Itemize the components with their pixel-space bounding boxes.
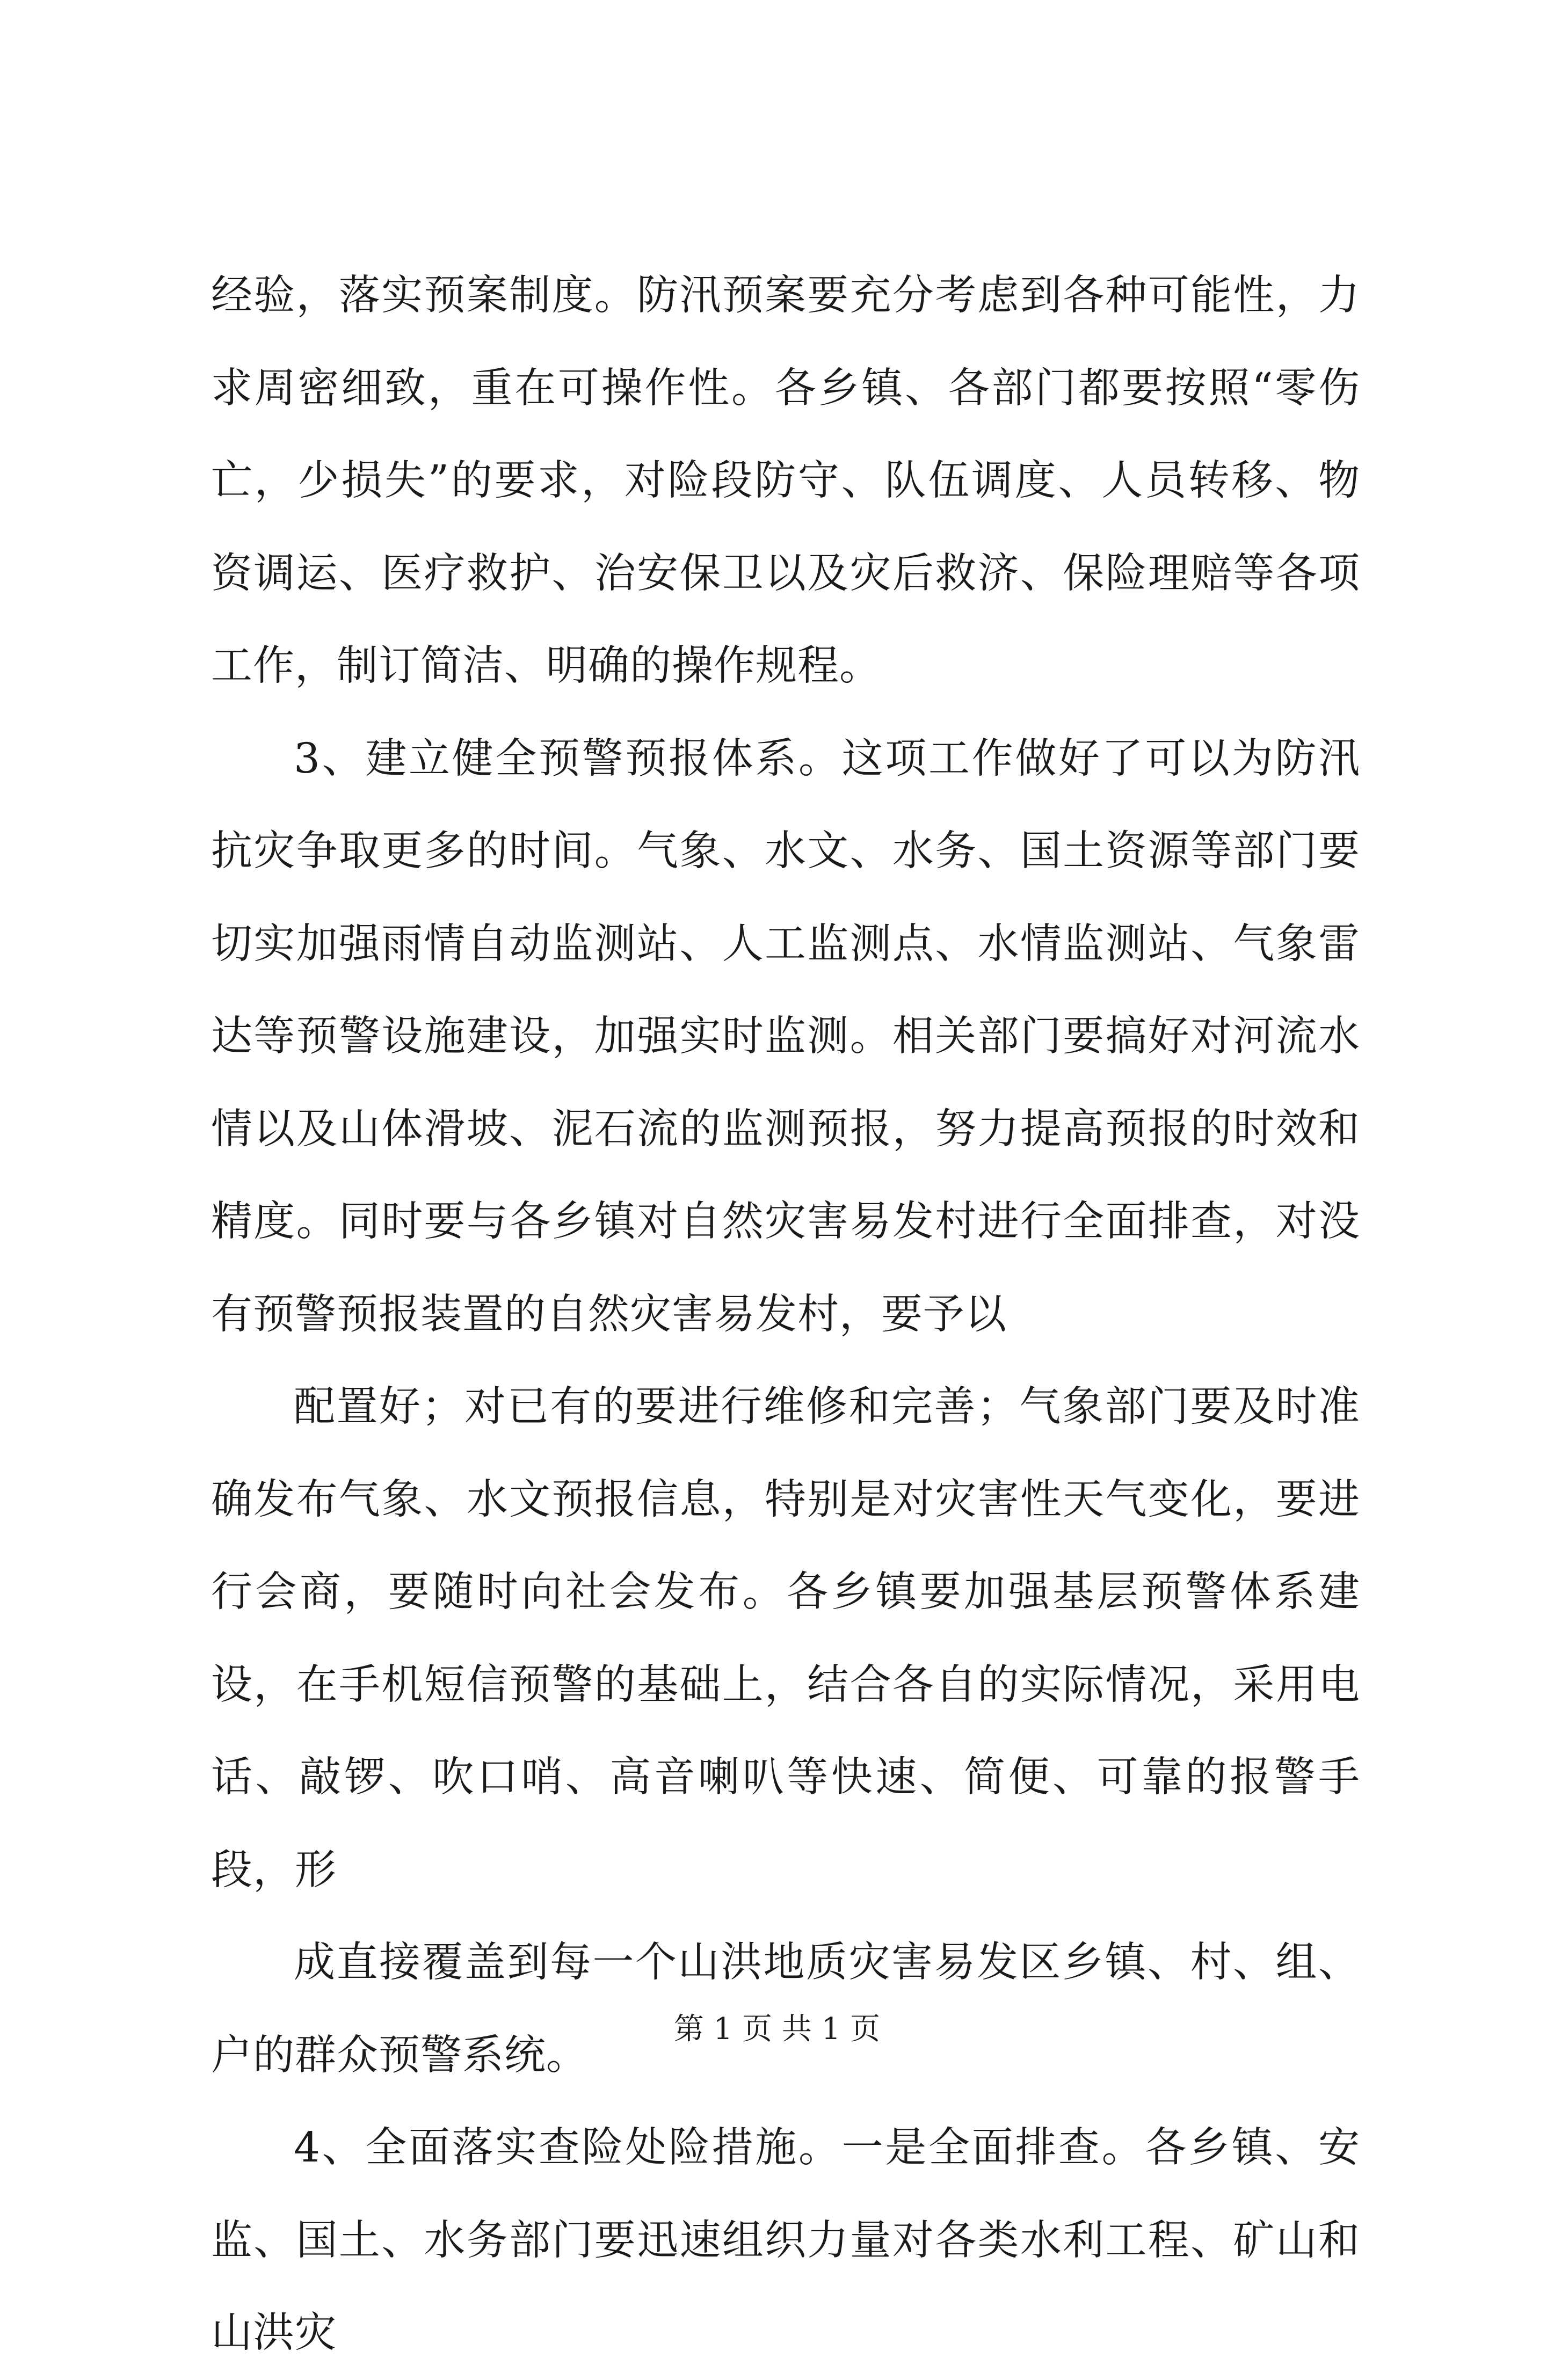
paragraph-2: 3、建立健全预警预报体系。这项工作做好了可以为防汛抗灾争取更多的时间。气象、水文、水务、国土资源等部门要切实加强雨情自动监测站、人工监测点、水情监测站、气象雷达等预警设施建设，加强实时监测。相关部门要搞好对河流水情以及山体滑坡、泥石流的监测预报，努力提高预报的时效和精度。同时要与各乡镇对自然灾害易发村进行全面排查，对没有预警预报装置的自然灾害易发村，要予以	[211, 734, 1360, 1338]
paragraph-3: 配置好；对已有的要进行维修和完善；气象部门要及时准确发布气象、水文预报信息，特别是对灾害性天气变化，要进行会商，要随时向社会发布。各乡镇要加强基层预警体系建设，在手机短信预警的基础上，结合各自的实际情况，采用电话、敲锣、吹口哨、高音喇叭等快速、简便、可靠的报警手段，形	[211, 1383, 1360, 1894]
page-footer: 第 1 页 共 1 页	[673, 2012, 881, 2047]
paragraph-4: 成直接覆盖到每一个山洪地质灾害易发区乡镇、村、组、户的群众预警系统。	[211, 1939, 1360, 2079]
document-body	[211, 250, 1360, 2380]
paragraph-1: 经验，落实预案制度。防汛预案要充分考虑到各种可能性，力求周密细致，重在可操作性。各乡镇、各部门都要按照“零伤亡，少损失”的要求，对险段防守、队伍调度、人员转移、物资调运、医疗救护、治安保卫以及灾后救济、保险理赔等各项工作，制订简洁、明确的操作规程。	[211, 272, 1360, 690]
paragraph-5: 4、全面落实查险处险措施。一是全面排查。各乡镇、安监、国土、水务部门要迅速组织力量对各类水利工程、矿山和山洪灾	[211, 2124, 1360, 2357]
